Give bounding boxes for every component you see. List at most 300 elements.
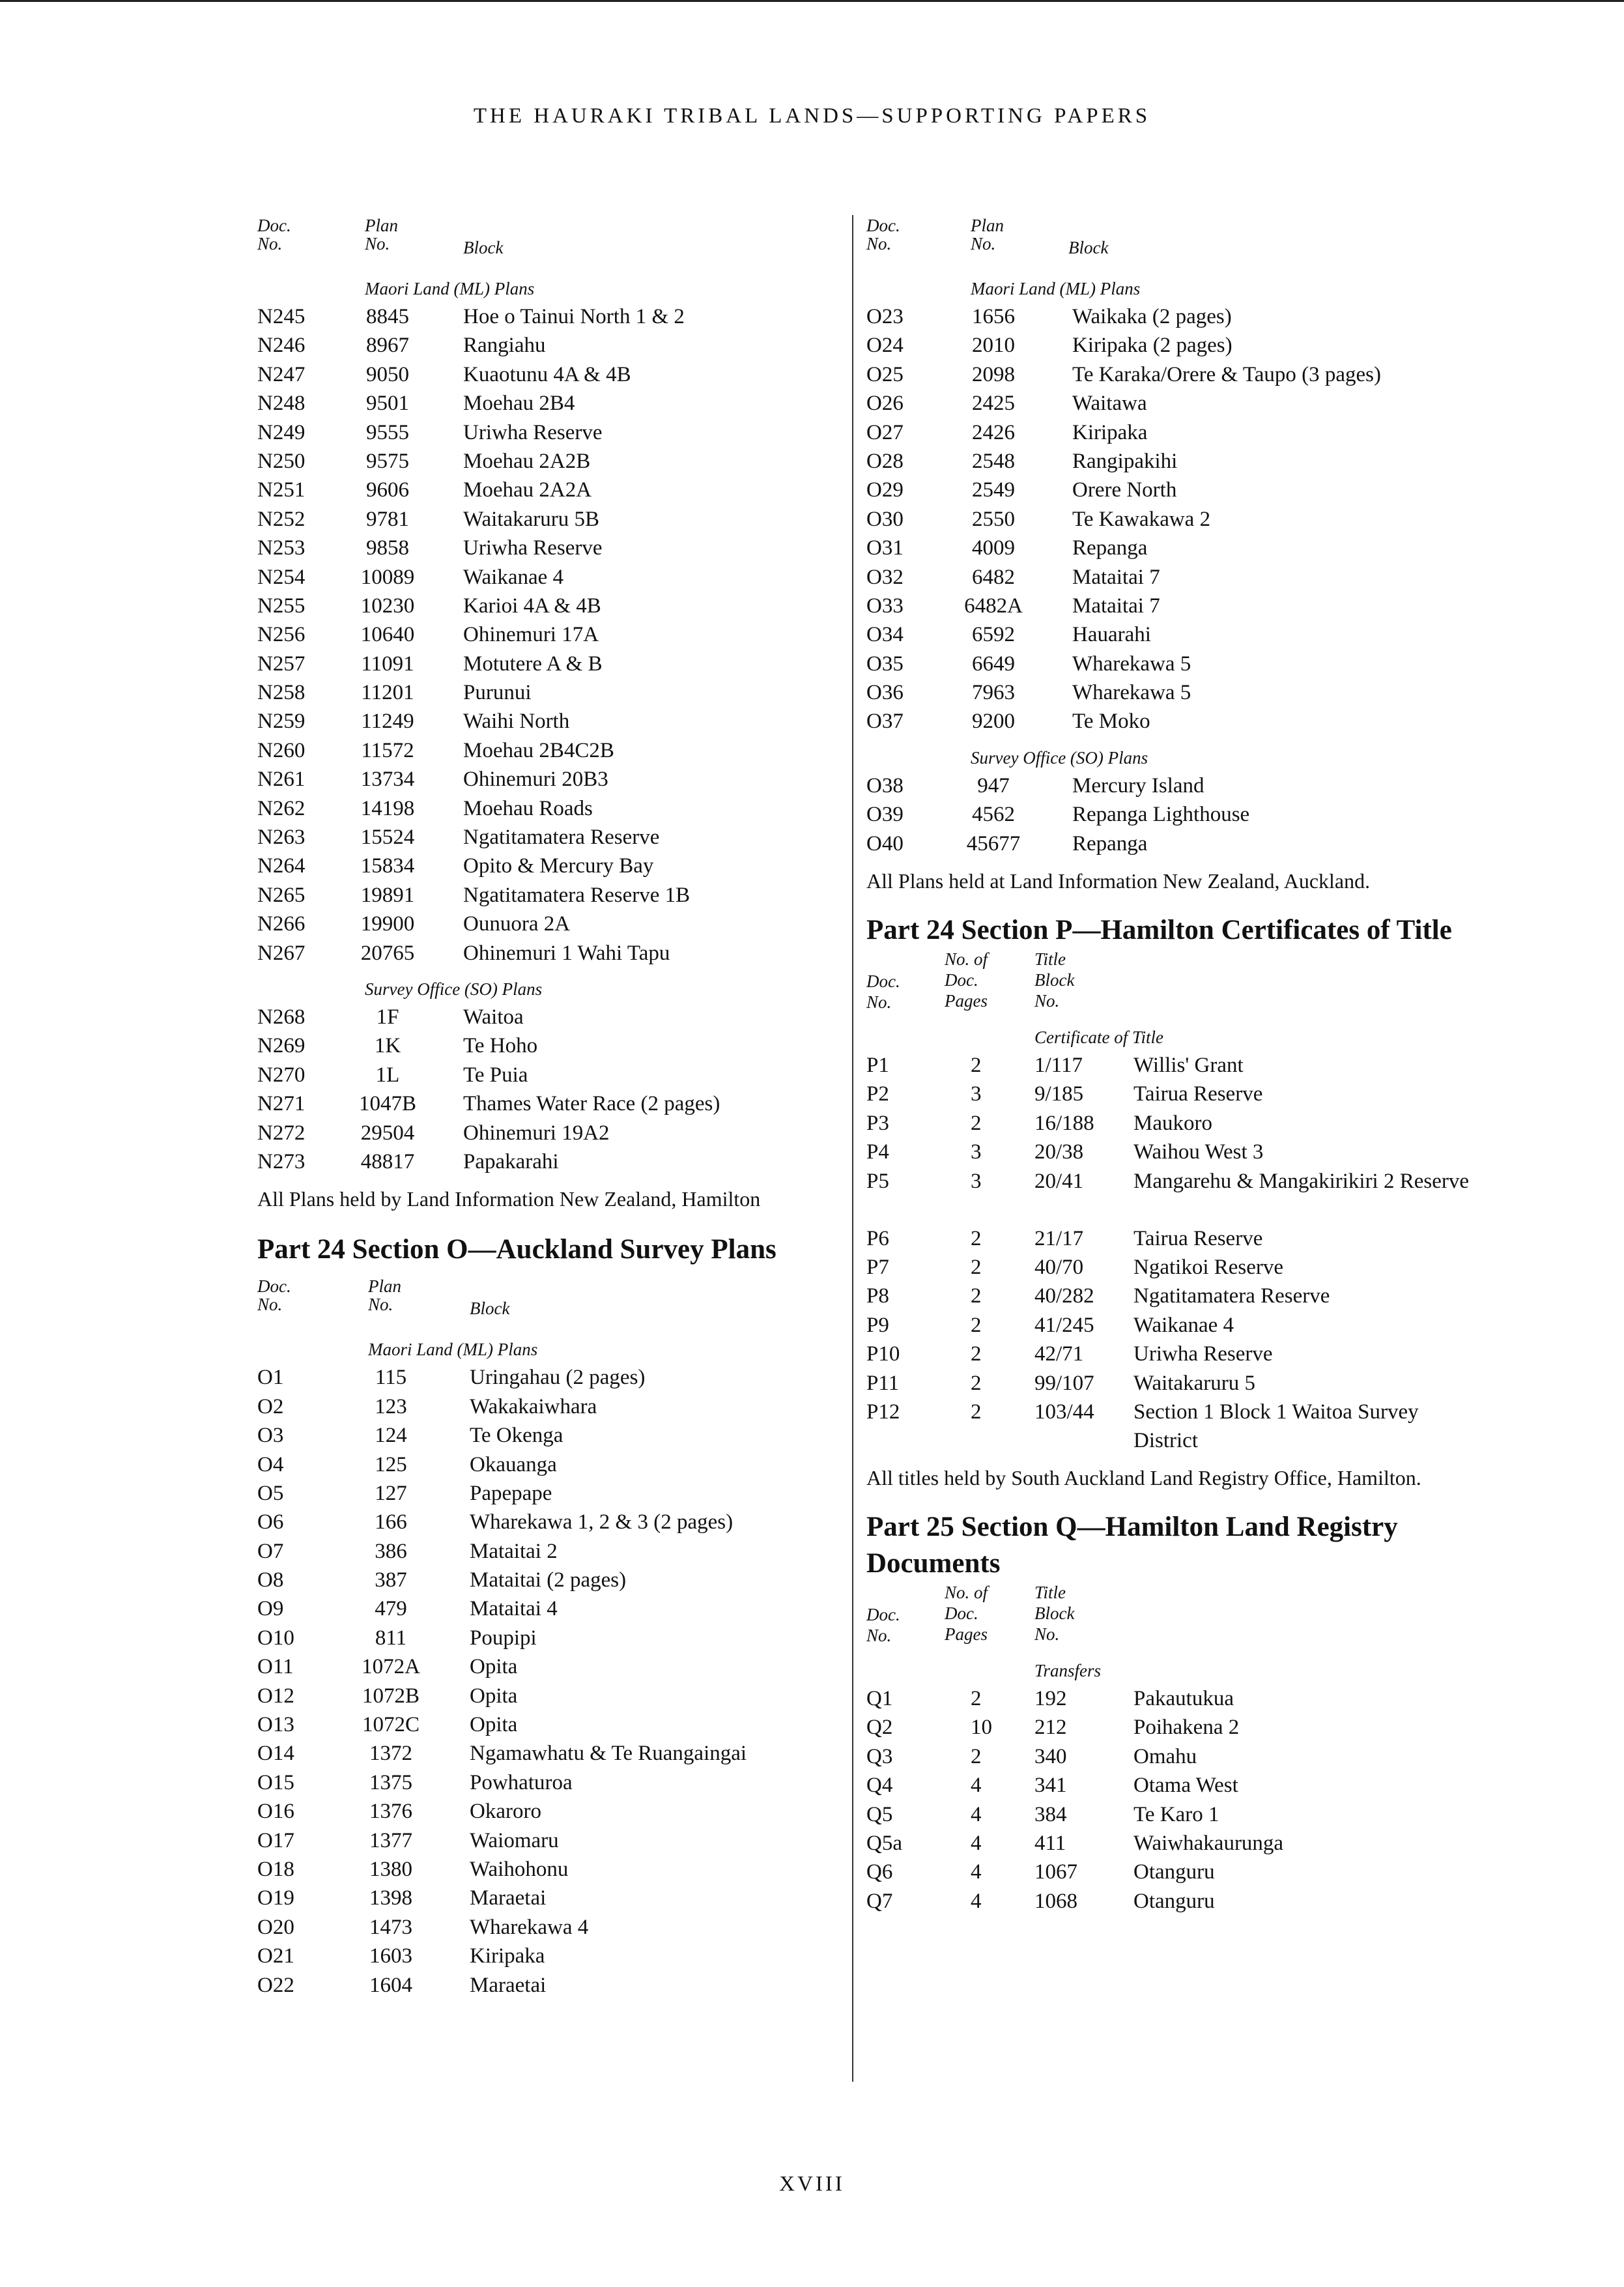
plan-number: 8845 xyxy=(366,305,409,328)
doc-number: N273 xyxy=(257,1149,306,1173)
block-name: Mataitai 4 xyxy=(470,1597,558,1621)
plan-number: 11091 xyxy=(361,652,414,676)
table-row xyxy=(257,1768,844,1797)
table-row xyxy=(866,800,1492,829)
holding-note: All Plans held at Land Information New Zealand, Auckland. xyxy=(866,869,1371,893)
doc-no-header: No. xyxy=(257,234,283,253)
plan-number: 115 xyxy=(375,1366,407,1390)
doc-number: O15 xyxy=(257,1770,294,1794)
table-row xyxy=(257,1566,844,1594)
doc-number: O10 xyxy=(257,1626,294,1650)
doc-number: Q5a xyxy=(866,1831,902,1855)
table-row xyxy=(257,823,844,852)
title-number: 192 xyxy=(1034,1686,1067,1710)
block-name: Uriwha Reserve xyxy=(463,420,603,444)
plan-number: 1072B xyxy=(362,1684,420,1708)
doc-number: N245 xyxy=(257,305,306,328)
block-name: Repanga xyxy=(1072,536,1148,560)
doc-number: P9 xyxy=(866,1313,889,1337)
property-name: Waitakaruru 5 xyxy=(1133,1371,1256,1395)
doc-number: O37 xyxy=(866,710,904,734)
holding-note: All titles held by South Auckland Land Registry Office, Hamilton. xyxy=(866,1465,1421,1489)
table-header xyxy=(866,949,1492,1024)
title-number: 1/117 xyxy=(1034,1054,1083,1078)
page-count: 2 xyxy=(971,1342,982,1366)
right-column xyxy=(866,215,1492,1916)
block-name: Rangipakihi xyxy=(1072,449,1178,473)
table-row xyxy=(257,765,844,794)
plan-number: 1398 xyxy=(369,1886,412,1910)
doc-number: N265 xyxy=(257,883,306,907)
table-row xyxy=(257,1652,844,1681)
table-row xyxy=(866,1080,1492,1108)
doc-number: N266 xyxy=(257,912,306,936)
doc-number: O25 xyxy=(866,362,904,386)
table-row xyxy=(257,1147,844,1176)
title-number: 20/38 xyxy=(1034,1140,1084,1164)
block-name: Motutere A & B xyxy=(463,652,603,676)
left-column xyxy=(257,215,844,2000)
table-row xyxy=(866,389,1492,418)
doc-number: N272 xyxy=(257,1121,306,1145)
doc-number: O21 xyxy=(257,1944,294,1968)
table-row xyxy=(257,331,844,360)
doc-number: P10 xyxy=(866,1342,900,1366)
plan-no-header: No. xyxy=(365,234,390,253)
pages-header: Doc. xyxy=(945,970,978,990)
page-count: 2 xyxy=(971,1686,982,1710)
page-count: 3 xyxy=(971,1140,982,1164)
plan-number: 2549 xyxy=(972,478,1015,502)
table-row xyxy=(257,1594,844,1623)
plan-number: 2010 xyxy=(972,334,1015,358)
plan-number: 1372 xyxy=(369,1742,412,1766)
property-name: Willis' Grant xyxy=(1133,1054,1244,1078)
table-row xyxy=(866,331,1492,360)
block-name: Moehau 2B4C2B xyxy=(463,738,614,762)
spacer xyxy=(866,1493,1492,1509)
doc-number: N248 xyxy=(257,392,306,416)
table-row xyxy=(866,1051,1492,1080)
doc-number: N258 xyxy=(257,681,306,705)
table-row xyxy=(866,563,1492,592)
table-row xyxy=(866,1109,1492,1138)
doc-number: N261 xyxy=(257,768,306,792)
table-row xyxy=(257,1797,844,1826)
property-name: Otama West xyxy=(1133,1774,1238,1798)
table-row xyxy=(866,1829,1492,1858)
doc-number: O30 xyxy=(866,507,904,531)
title-number: 212 xyxy=(1034,1716,1067,1740)
doc-number: O7 xyxy=(257,1539,284,1563)
table-row xyxy=(257,1031,844,1060)
table-row xyxy=(257,1003,844,1031)
doc-number: O3 xyxy=(257,1424,284,1448)
table-row xyxy=(257,1508,844,1536)
plan-number: 20765 xyxy=(360,941,415,965)
table-row xyxy=(866,476,1492,504)
block-name: Kiripaka xyxy=(470,1944,545,1968)
doc-number: O35 xyxy=(866,652,904,676)
plan-number: 6649 xyxy=(972,652,1015,676)
plan-number: 123 xyxy=(375,1394,407,1418)
doc-number: N260 xyxy=(257,738,306,762)
doc-number: N253 xyxy=(257,536,306,560)
table-header xyxy=(257,1276,844,1336)
pages-header: Pages xyxy=(945,1624,988,1644)
plan-subheading: Certificate of Title xyxy=(1034,1028,1163,1048)
table-row xyxy=(257,505,844,534)
doc-number: O33 xyxy=(866,594,904,618)
pages-header: No. of xyxy=(945,949,988,970)
table-row xyxy=(257,1710,844,1739)
doc-number: O14 xyxy=(257,1742,294,1766)
doc-number: O22 xyxy=(257,1973,294,1997)
plan-number: 10230 xyxy=(360,594,415,618)
plan-number: 9555 xyxy=(366,420,409,444)
plan-number: 8967 xyxy=(366,334,409,358)
table-header xyxy=(866,1582,1492,1657)
table-row xyxy=(866,707,1492,736)
title-number: 16/188 xyxy=(1034,1111,1094,1135)
page-count: 3 xyxy=(971,1082,982,1106)
table-row xyxy=(866,1771,1492,1800)
plan-number: 9050 xyxy=(366,362,409,386)
block-name: Uringahau (2 pages) xyxy=(470,1366,646,1390)
doc-number: O39 xyxy=(866,803,904,827)
block-name: Waitoa xyxy=(463,1005,524,1029)
doc-number: N249 xyxy=(257,420,306,444)
title-no-header: Title xyxy=(1034,1582,1066,1602)
page-count: 2 xyxy=(971,1313,982,1337)
table-row xyxy=(257,302,844,331)
title-number: 40/70 xyxy=(1034,1255,1084,1279)
plan-number: 124 xyxy=(375,1424,407,1448)
table-row xyxy=(257,1450,844,1479)
doc-number: N256 xyxy=(257,623,306,647)
table-row xyxy=(866,829,1492,858)
table-row xyxy=(866,1369,1492,1398)
block-name: Moehau Roads xyxy=(463,796,593,820)
block-name: Te Hoho xyxy=(463,1034,538,1058)
plan-number: 1F xyxy=(376,1005,399,1029)
doc-number: N270 xyxy=(257,1063,306,1087)
plan-number: 6482A xyxy=(964,594,1023,618)
doc-number: N271 xyxy=(257,1092,306,1116)
table-row xyxy=(257,1421,844,1450)
plan-number: 9606 xyxy=(366,478,409,502)
doc-number: P11 xyxy=(866,1371,900,1395)
doc-number: O31 xyxy=(866,536,904,560)
block-name: Waikaka (2 pages) xyxy=(1072,305,1232,328)
doc-number: O36 xyxy=(866,681,904,705)
plan-number: 2426 xyxy=(972,420,1015,444)
doc-number: O18 xyxy=(257,1857,294,1881)
doc-number: O8 xyxy=(257,1568,284,1592)
plan-number: 10640 xyxy=(360,623,415,647)
plan-number: 1376 xyxy=(369,1800,412,1824)
block-name: Mataitai 7 xyxy=(1072,565,1160,589)
plan-no-header: No. xyxy=(368,1295,393,1315)
table-row xyxy=(257,418,844,447)
plan-number: 1377 xyxy=(369,1828,412,1852)
block-name: Waikanae 4 xyxy=(463,565,564,589)
table-row xyxy=(257,447,844,476)
table-row xyxy=(257,1537,844,1566)
doc-no-header: No. xyxy=(866,1625,892,1645)
table-row xyxy=(257,563,844,592)
table-row xyxy=(257,1119,844,1147)
block-name: Ngatitamatera Reserve 1B xyxy=(463,883,691,907)
table-row xyxy=(257,910,844,938)
doc-number: O20 xyxy=(257,1915,294,1939)
table-row xyxy=(866,1684,1492,1713)
table-row xyxy=(866,1253,1492,1282)
title-number: 41/245 xyxy=(1034,1313,1094,1337)
doc-number: P12 xyxy=(866,1400,900,1424)
property-name: Otanguru xyxy=(1133,1860,1215,1884)
plan-number: 4562 xyxy=(972,803,1015,827)
block-name: Okaroro xyxy=(470,1800,541,1824)
block-name: Ounuora 2A xyxy=(463,912,571,936)
doc-number: O34 xyxy=(866,623,904,647)
doc-number: N254 xyxy=(257,565,306,589)
block-name: Opita xyxy=(470,1713,518,1737)
doc-number: O24 xyxy=(866,334,904,358)
spacer xyxy=(866,897,1492,912)
title-number: 42/71 xyxy=(1034,1342,1084,1366)
table-row xyxy=(866,1742,1492,1771)
table-row xyxy=(866,1887,1492,1916)
block-header: Block xyxy=(463,238,504,257)
table-row xyxy=(866,1713,1492,1742)
block-name: Wharekawa 1, 2 & 3 (2 pages) xyxy=(470,1510,734,1534)
page-top-rule xyxy=(0,0,1624,2)
plan-no-header: Plan xyxy=(368,1276,401,1297)
block-name: Wharekawa 4 xyxy=(470,1915,589,1939)
spacer xyxy=(257,968,844,975)
plan-number: 19900 xyxy=(360,912,415,936)
table-row xyxy=(866,1311,1492,1340)
block-name: Poupipi xyxy=(470,1626,537,1650)
table-row xyxy=(257,939,844,968)
plan-number: 1656 xyxy=(972,305,1015,328)
title-number: 1068 xyxy=(1034,1889,1077,1913)
page-count: 2 xyxy=(971,1054,982,1078)
block-name: Waihohonu xyxy=(470,1857,569,1881)
doc-number: N267 xyxy=(257,941,306,965)
doc-number: N263 xyxy=(257,826,306,850)
plan-number: 15834 xyxy=(360,854,415,878)
doc-number: P5 xyxy=(866,1169,889,1193)
block-name: Papepape xyxy=(470,1481,552,1505)
doc-number: Q4 xyxy=(866,1774,893,1798)
table-row xyxy=(866,534,1492,562)
page-count: 2 xyxy=(971,1400,982,1424)
doc-no-header: No. xyxy=(257,1295,283,1315)
doc-number: P7 xyxy=(866,1255,889,1279)
plan-number: 1L xyxy=(375,1063,400,1087)
column-divider xyxy=(852,215,853,2082)
block-name: Powhaturoa xyxy=(470,1770,573,1794)
plan-subheading: Survey Office (SO) Plans xyxy=(365,979,543,999)
doc-no-header: No. xyxy=(866,234,892,253)
plan-number: 11249 xyxy=(361,710,414,734)
plan-number: 1375 xyxy=(369,1770,412,1794)
plan-number: 2550 xyxy=(972,507,1015,531)
doc-number: P6 xyxy=(866,1226,889,1250)
doc-number: P2 xyxy=(866,1082,889,1106)
doc-number: O11 xyxy=(257,1655,294,1679)
plan-number: 1047B xyxy=(358,1092,416,1116)
block-name: Ngatitamatera Reserve xyxy=(463,826,660,850)
plan-number: 9501 xyxy=(366,392,409,416)
doc-number: P8 xyxy=(866,1284,889,1308)
block-header: Block xyxy=(470,1299,510,1319)
doc-number: O4 xyxy=(257,1452,284,1476)
title-number: 9/185 xyxy=(1034,1082,1084,1106)
plan-subheading: Survey Office (SO) Plans xyxy=(971,747,1148,768)
title-number: 21/17 xyxy=(1034,1226,1084,1250)
doc-number: O32 xyxy=(866,565,904,589)
title-no-header: Block xyxy=(1034,1603,1075,1623)
table-row xyxy=(257,1942,844,1970)
doc-no-header: Doc. xyxy=(257,216,291,235)
block-name: Wakakaiwhara xyxy=(470,1394,597,1418)
title-number: 1067 xyxy=(1034,1860,1077,1884)
section-title: Part 24 Section P—Hamilton Certificates of Title xyxy=(866,915,1452,946)
block-name: Ohinemuri 20B3 xyxy=(463,768,608,792)
table-row xyxy=(866,592,1492,620)
page-count: 2 xyxy=(971,1111,982,1135)
doc-number: O16 xyxy=(257,1800,294,1824)
plan-number: 387 xyxy=(375,1568,407,1592)
table-row xyxy=(866,1167,1492,1224)
title-no-header: No. xyxy=(1034,991,1060,1011)
plan-number: 1K xyxy=(374,1034,401,1058)
table-row xyxy=(257,1624,844,1652)
block-name: Ohinemuri 1 Wahi Tapu xyxy=(463,941,670,965)
block-name: Mercury Island xyxy=(1072,773,1204,798)
plan-number: 48817 xyxy=(360,1149,415,1173)
plan-number: 125 xyxy=(375,1452,407,1476)
block-name: Mataitai (2 pages) xyxy=(470,1568,627,1592)
title-number: 99/107 xyxy=(1034,1371,1094,1395)
doc-number: O2 xyxy=(257,1394,284,1418)
table-row xyxy=(257,1971,844,2000)
table-row xyxy=(257,1826,844,1855)
doc-number: N246 xyxy=(257,334,306,358)
pages-header: Pages xyxy=(945,991,988,1011)
plan-number: 15524 xyxy=(360,826,415,850)
page-count: 3 xyxy=(971,1169,982,1193)
table-row xyxy=(257,620,844,649)
title-number: 411 xyxy=(1034,1831,1066,1855)
plan-number: 9858 xyxy=(366,536,409,560)
property-name: Tairua Reserve xyxy=(1133,1226,1263,1250)
page-count: 10 xyxy=(971,1716,992,1740)
doc-number: Q3 xyxy=(866,1744,893,1768)
page-count: 2 xyxy=(971,1744,982,1768)
table-row xyxy=(866,1398,1492,1455)
table-row xyxy=(257,678,844,707)
doc-number: N252 xyxy=(257,507,306,531)
plan-subheading: Maori Land (ML) Plans xyxy=(971,279,1141,298)
doc-no-header: Doc. xyxy=(866,216,900,235)
title-no-header: No. xyxy=(1034,1624,1060,1644)
plan-number: 11201 xyxy=(361,681,414,705)
table-row xyxy=(866,650,1492,678)
block-name: Waihi North xyxy=(463,710,570,734)
doc-number: Q2 xyxy=(866,1716,893,1740)
plan-number: 386 xyxy=(375,1539,407,1563)
page-count: 4 xyxy=(971,1802,982,1826)
block-name: Te Kawakawa 2 xyxy=(1072,507,1211,531)
doc-number: O5 xyxy=(257,1481,284,1505)
page-number: XVIII xyxy=(779,2172,845,2196)
table-row xyxy=(257,1061,844,1089)
table-row xyxy=(257,592,844,620)
plan-number: 1604 xyxy=(369,1973,412,1997)
table-row xyxy=(257,1089,844,1118)
block-name: Kuaotunu 4A & 4B xyxy=(463,362,631,386)
table-row xyxy=(257,794,844,823)
spacer xyxy=(257,1215,844,1231)
doc-number: N255 xyxy=(257,594,306,618)
table-row xyxy=(257,1363,844,1392)
block-name: Ohinemuri 17A xyxy=(463,623,599,647)
property-name: Section 1 Block 1 Waitoa Survey District xyxy=(1133,1400,1419,1452)
doc-number: O40 xyxy=(866,831,904,856)
doc-number: O28 xyxy=(866,449,904,473)
plan-number: 10089 xyxy=(360,565,415,589)
title-number: 340 xyxy=(1034,1744,1067,1768)
property-name: Waihou West 3 xyxy=(1133,1140,1264,1164)
table-row xyxy=(866,1340,1492,1368)
section-title: Part 25 Section Q—Hamilton Land Registry Documents xyxy=(866,1511,1398,1579)
block-name: Wharekawa 5 xyxy=(1072,652,1191,676)
plan-number: 9781 xyxy=(366,507,409,531)
block-name: Maraetai xyxy=(470,1886,547,1910)
plan-number: 1072C xyxy=(362,1713,420,1737)
block-name: Orere North xyxy=(1072,478,1177,502)
doc-number: N269 xyxy=(257,1034,306,1058)
doc-no-header: Doc. xyxy=(257,1276,291,1297)
plan-number: 2425 xyxy=(972,392,1015,416)
doc-number: Q7 xyxy=(866,1889,893,1913)
table-row xyxy=(257,852,844,880)
table-row xyxy=(257,389,844,418)
table-header xyxy=(257,215,844,275)
doc-number: O17 xyxy=(257,1828,294,1852)
property-name: Waikanae 4 xyxy=(1133,1313,1234,1337)
block-name: Uriwha Reserve xyxy=(463,536,603,560)
page-count: 2 xyxy=(971,1371,982,1395)
block-name: Papakarahi xyxy=(463,1149,559,1173)
table-row xyxy=(866,302,1492,331)
title-number: 20/41 xyxy=(1034,1169,1084,1193)
block-header: Block xyxy=(1068,238,1109,257)
page-count: 4 xyxy=(971,1831,982,1855)
block-name: Purunui xyxy=(463,681,532,705)
doc-number: O23 xyxy=(866,305,904,328)
doc-number: N251 xyxy=(257,478,306,502)
plan-number: 2548 xyxy=(972,449,1015,473)
table-row xyxy=(257,707,844,736)
block-name: Repanga Lighthouse xyxy=(1072,803,1250,827)
title-no-header: Title xyxy=(1034,949,1066,970)
doc-number: O9 xyxy=(257,1597,284,1621)
